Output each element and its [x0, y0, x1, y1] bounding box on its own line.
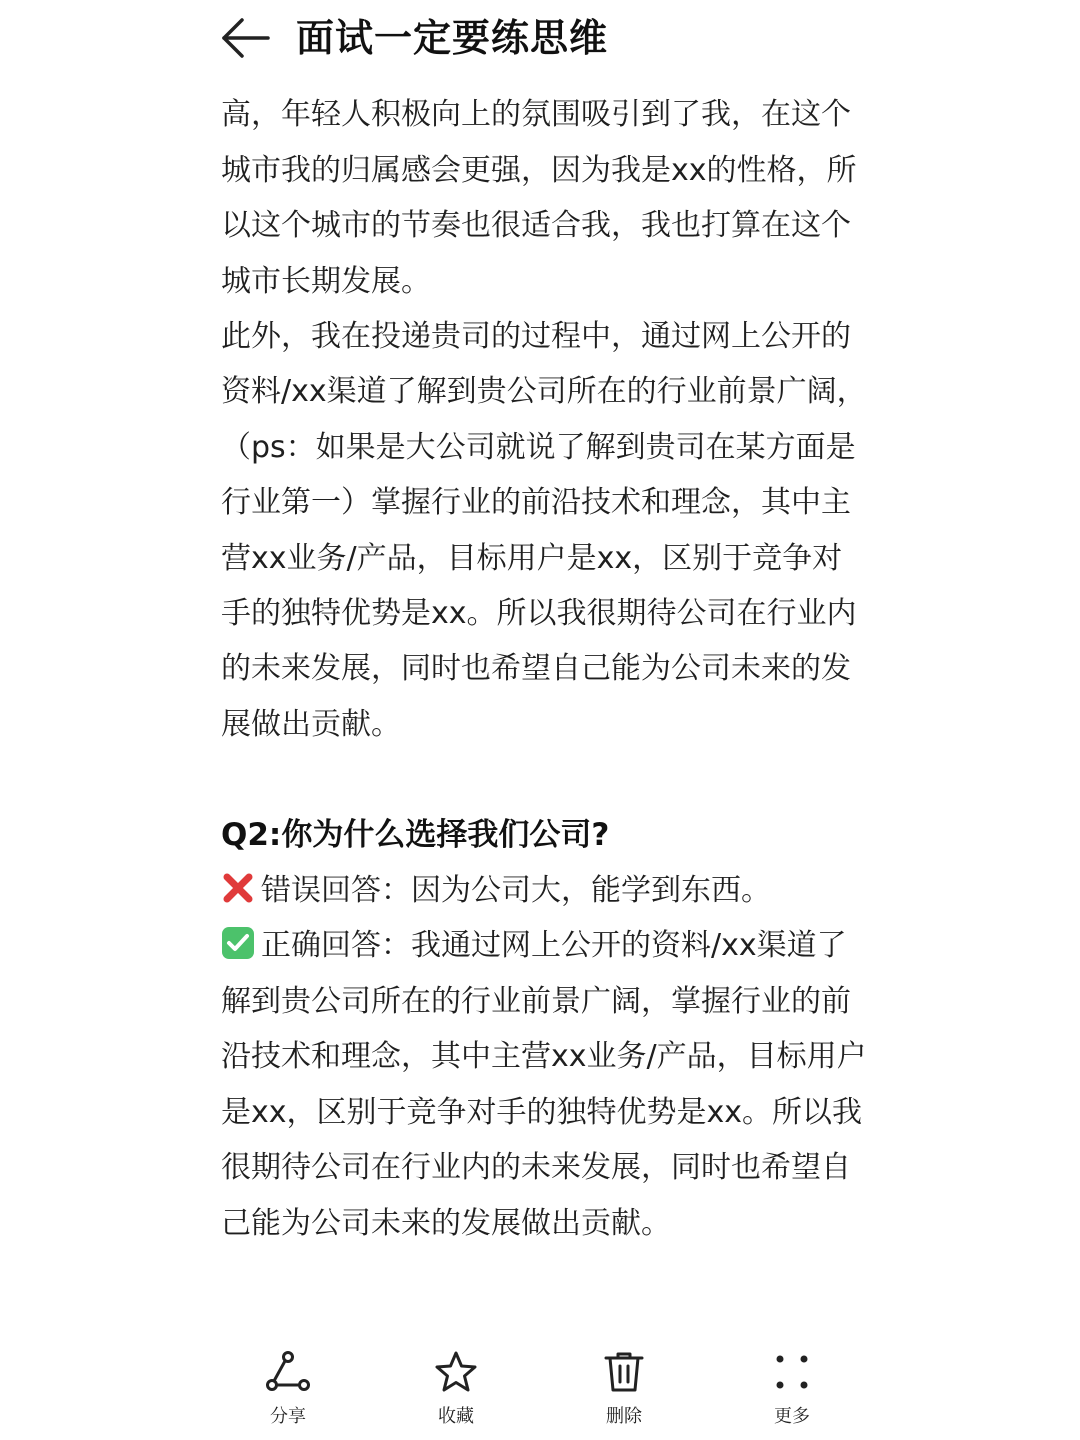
note-body — [221, 84, 871, 1251]
wrong-answer — [221, 863, 871, 918]
bottom-toolbar — [0, 1340, 1080, 1440]
correct-answer — [221, 918, 871, 1250]
star-icon — [432, 1350, 480, 1394]
more-dots-icon — [768, 1350, 816, 1394]
delete-label: 删除 — [606, 1406, 642, 1427]
share-button[interactable] — [228, 1350, 348, 1436]
favorite-label: 收藏 — [438, 1406, 474, 1427]
note-content[interactable] — [221, 84, 871, 1332]
favorite-button[interactable] — [396, 1350, 516, 1436]
more-label: 更多 — [774, 1406, 810, 1427]
share-label: 分享 — [270, 1406, 306, 1427]
page-title: 面试一定要练思维 — [296, 16, 609, 60]
correct-answer-text: 正确回答：我通过网上公开的资料/xx渠道了解到贵公司所在的行业前景广阔，掌握行业的前沿技术和理念，其中主营xx业务/产品，目标用户是xx，区别于竞争对手的独特优势是xx。所以我很期待公司在行业内的未来发展，同时也希望自己能为公司未来的发展做出贡献。 — [221, 928, 867, 1241]
arrow-left-icon — [218, 12, 274, 64]
wrong-answer-text: 错误回答：因为公司大，能学到东西。 — [261, 873, 771, 909]
header-bar — [0, 0, 1080, 84]
green-check-icon — [221, 926, 255, 960]
question-heading: Q2:你为什么选择我们公司? — [221, 816, 610, 853]
delete-button[interactable] — [564, 1350, 684, 1436]
share-icon — [264, 1350, 312, 1394]
more-button[interactable] — [732, 1350, 852, 1436]
spacer — [221, 752, 871, 807]
back-button[interactable] — [218, 12, 274, 64]
paragraph: 高，年轻人积极向上的氛围吸引到了我，在这个城市我的归属感会更强，因为我是xx的性格，所以这个城市的节奏也很适合我，我也打算在这个城市长期发展。 — [221, 97, 857, 299]
paragraph: 此外，我在投递贵司的过程中，通过网上公开的资料/xx渠道了解到贵公司所在的行业前景广阔，（ps：如果是大公司就说了解到贵司在某方面是行业第一）掌握行业的前沿技术和理念，其中主营xx业务/产品，目标用户是xx，区别于竞争对手的独特优势是xx。所以我很期待公司在行业内的未来发展，同时也希望自己能为公司未来的发展做出贡献。 — [221, 319, 867, 742]
trash-icon — [600, 1350, 648, 1394]
red-cross-icon — [221, 871, 255, 905]
